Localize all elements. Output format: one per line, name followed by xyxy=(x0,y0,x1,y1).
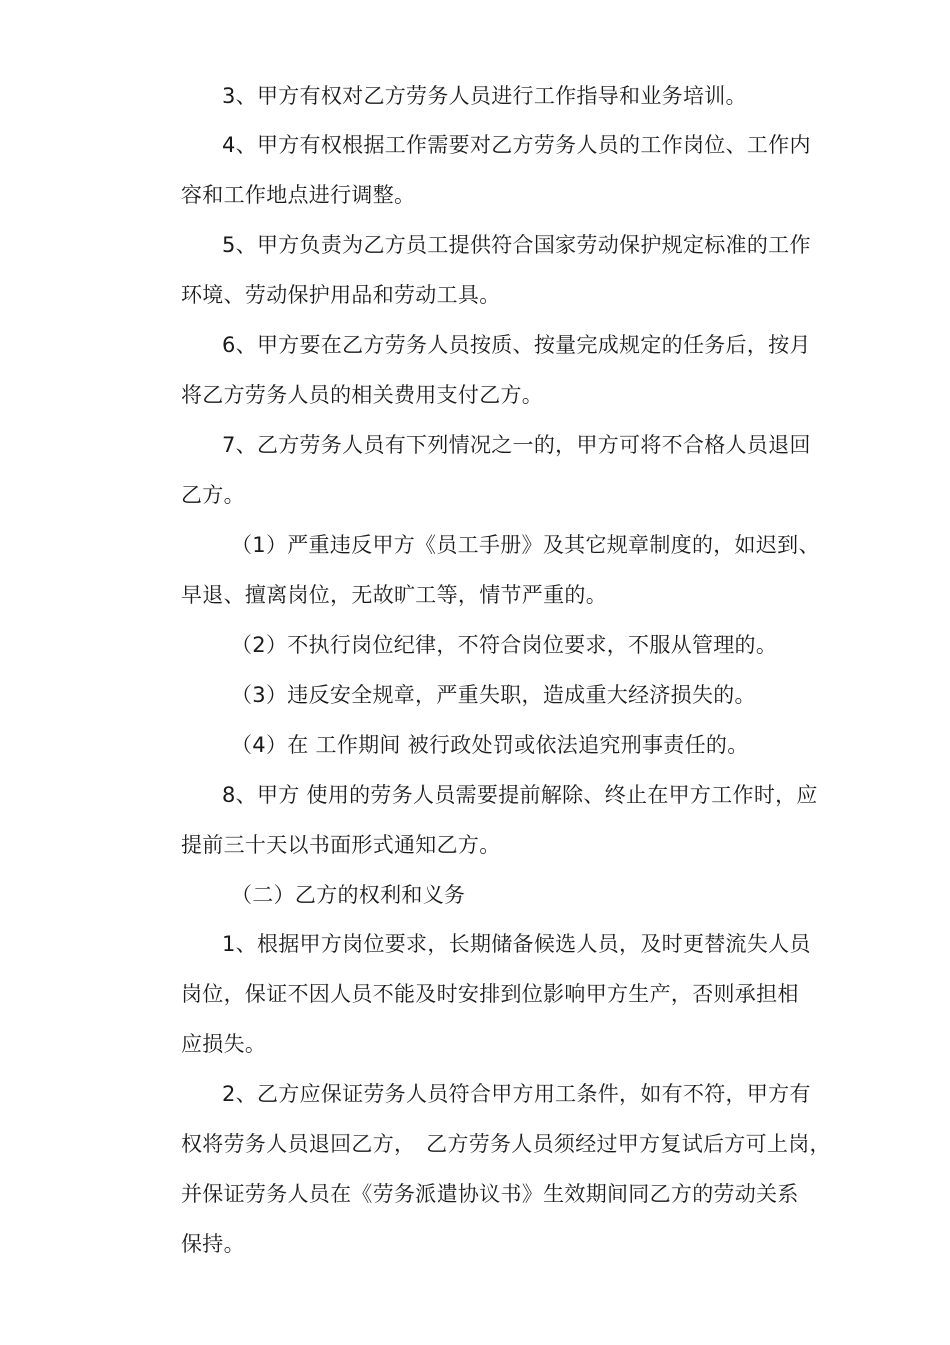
text-line: 8、甲方 使用的劳务人员需要提前解除、终止在甲方工作时，应 xyxy=(222,783,818,807)
text-line: 4、甲方有权根据工作需要对乙方劳务人员的工作岗位、工作内 xyxy=(222,133,811,157)
text-line: 乙方。 xyxy=(181,483,245,507)
text-line: 3、甲方有权对乙方劳务人员进行工作指导和业务培训。 xyxy=(222,84,747,108)
text-line: （1）严重违反甲方《员工手册》及其它规章制度的，如迟到、 xyxy=(231,533,820,557)
text-line: （4）在 工作期间 被行政处罚或依法追究刑事责任的。 xyxy=(231,733,749,757)
text-line: 并保证劳务人员在《劳务派遣协议书》生效期间同乙方的劳动关系 xyxy=(181,1182,799,1206)
text-line: 提前三十天以书面形式通知乙方。 xyxy=(181,833,501,857)
text-line: 7、乙方劳务人员有下列情况之一的，甲方可将不合格人员退回 xyxy=(222,433,811,457)
section-heading: （二）乙方的权利和义务 xyxy=(231,883,466,907)
text-line: 6、甲方要在乙方劳务人员按质、按量完成规定的任务后，按月 xyxy=(222,333,811,357)
text-line: （2）不执行岗位纪律，不符合岗位要求，不服从管理的。 xyxy=(231,633,778,657)
text-line: 将乙方劳务人员的相关费用支付乙方。 xyxy=(181,383,544,407)
text-line: 保持。 xyxy=(181,1232,245,1256)
text-line: （3）违反安全规章，严重失职，造成重大经济损失的。 xyxy=(231,683,756,707)
text-line: 环境、劳动保护用品和劳动工具。 xyxy=(181,283,501,307)
text-line: 容和工作地点进行调整。 xyxy=(181,183,416,207)
text-line: 权将劳务人员退回乙方， 乙方劳务人员须经过甲方复试后方可上岗， xyxy=(181,1132,831,1156)
text-line: 2、乙方应保证劳务人员符合甲方用工条件，如有不符，甲方有 xyxy=(222,1082,811,1106)
text-line: 早退、擅离岗位，无故旷工等，情节严重的。 xyxy=(181,583,607,607)
text-line: 1、根据甲方岗位要求，长期储备候选人员，及时更替流失人员 xyxy=(222,932,811,956)
text-line: 5、甲方负责为乙方员工提供符合国家劳动保护规定标准的工作 xyxy=(222,233,811,257)
text-line: 岗位，保证不因人员不能及时安排到位影响甲方生产，否则承担相 xyxy=(181,982,799,1006)
text-line: 应损失。 xyxy=(181,1032,267,1056)
